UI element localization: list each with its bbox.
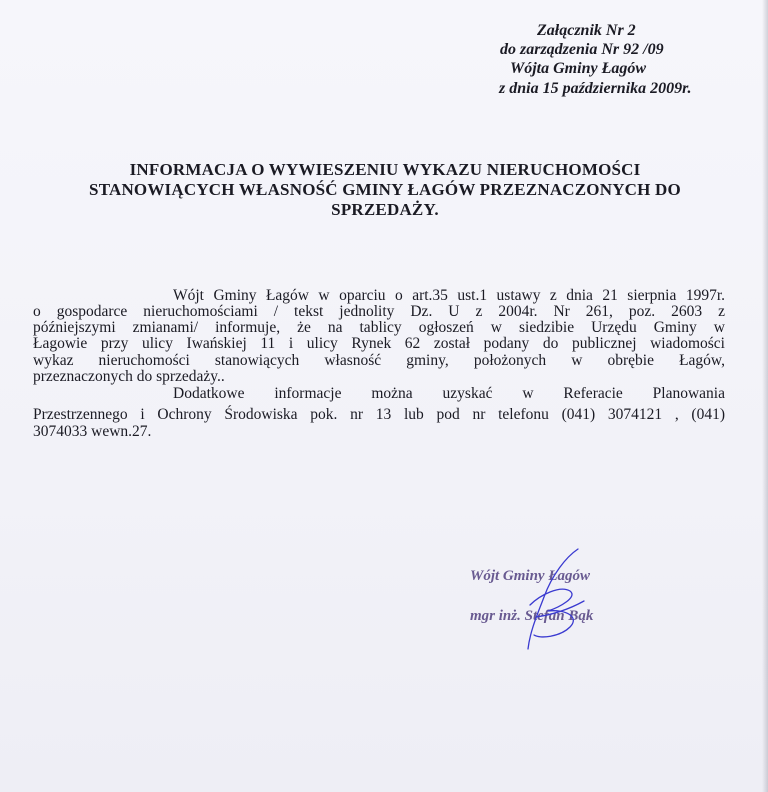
signature-stamp-name: mgr inż. Stefan Bąk <box>470 608 594 624</box>
annex-date: z dnia 15 października 2009r. <box>499 80 692 97</box>
annex-issuer: Wójta Gminy Łagów <box>510 60 647 77</box>
annex-number: Załącznik Nr 2 <box>537 22 636 39</box>
body-paragraph-1-line-6: przeznaczonych do sprzedaży.. <box>33 368 225 385</box>
body-paragraph-2-line-3: 3074033 wewn.27. <box>33 423 152 440</box>
body-paragraph-2-line-2: Przestrzennego i Ochrony Środowiska pok. nr 13 lub pod nr telefonu (041) 3074121 , (041) <box>33 406 725 423</box>
document-title-line-3: SPRZEDAŻY. <box>331 200 439 219</box>
body-paragraph-1-line-1: Wójt Gminy Łagów w oparciu o art.35 ust.1 ustawy z dnia 21 sierpnia 1997r. <box>173 287 725 304</box>
body-paragraph-1-line-4: Łagowie przy ulicy Iwańskiej 11 i ulicy Rynek 62 został podany do publicznej wiadomości <box>33 335 725 352</box>
handwritten-signature <box>500 545 610 655</box>
body-paragraph-1-line-3: późniejszymi zmianami/ informuje, że na tablicy ogłoszeń w siedzibie Urzędu Gminy w <box>33 319 725 336</box>
page-edge-shadow <box>762 0 768 792</box>
signature-stroke <box>528 549 584 649</box>
body-paragraph-1-line-5: wykaz nieruchomości stanowiących własność gminy, położonych w obrębie Łagów, <box>33 352 725 369</box>
body-paragraph-2-line-1: Dodatkowe informacje można uzyskać w Referacie Planowania <box>173 385 725 402</box>
annex-ordinance: do zarządzenia Nr 92 /09 <box>500 41 664 58</box>
signature-stamp-title: Wójt Gminy Łagów <box>470 568 591 584</box>
body-paragraph-1-line-2: o gospodarce nieruchomościami / tekst jednolity Dz. U z 2004r. Nr 261, poz. 2603 z <box>33 303 725 320</box>
document-title-line-1: INFORMACJA O WYWIESZENIU WYKAZU NIERUCHOMOŚCI <box>129 160 641 179</box>
document-title-line-2: STANOWIĄCYCH WŁASNOŚĆ GMINY ŁAGÓW PRZEZNACZONYCH DO <box>89 180 681 199</box>
